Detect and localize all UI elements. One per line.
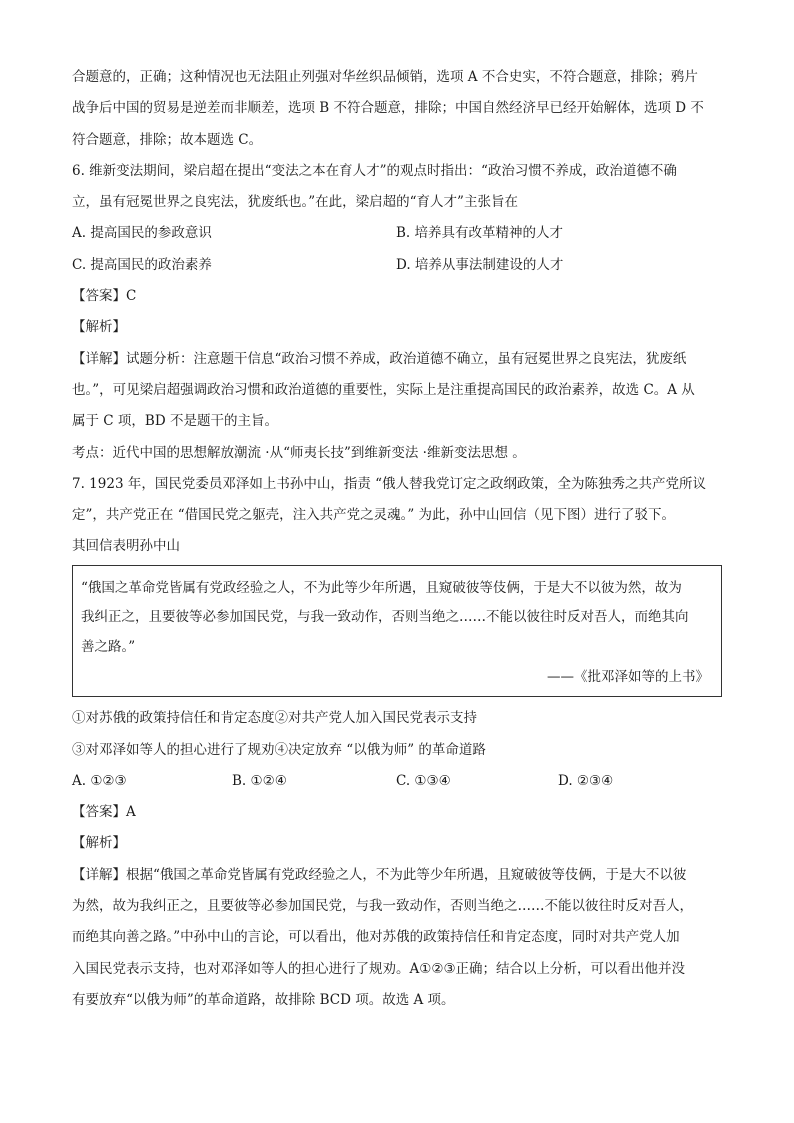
question-7-stem: 其回信表明孙中山 [72,538,180,555]
question-7-stem: 7. 1923 年，国民党委员邓泽如上书孙中山，指责 “俄人替我党订定之政纲政策，全为陈独秀之共产党所议 [72,475,707,492]
quote-line: “俄国之革命党皆属有党政经验之人，不为此等少年所遇，且窥破彼等伎俩，于是大不以彼为然，故为 [81,579,682,596]
answer-label: 【答案】A [72,804,136,821]
quote-source: ——《批邓泽如等的上书》 [547,669,709,686]
option-d: D. ②③④ [558,772,614,789]
detail-text: 入国民党表示支持，也对邓泽如等人的担心进行了规劝。A①②③正确；结合以上分析，可以看出他并没 [72,960,686,977]
detail-text: 有要放弃“以俄为师”的革命道路，故排除 BCD 项。故选 A 项。 [72,991,455,1008]
quote-box [72,565,722,698]
prev-analysis-line: 战争后中国的贸易是逆差而非顺差，选项 B 不符合题意，排除；中国自然经济早已经开始解体，选项 D 不 [72,100,704,117]
prev-analysis-line: 符合题意，排除；故本题选 C。 [72,131,263,148]
detail-text: 【详解】试题分析：注意题干信息“政治习惯不养成，政治道德不确立，虽有冠冕世界之良宪法，犹废纸 [72,350,687,367]
quote-line: 我纠正之，且要彼等必参加国民党，与我一致动作，否则当绝之……不能以彼往时反对吾人，而绝其向 [81,609,689,626]
detail-text: 【详解】根据“俄国之革命党皆属有党政经验之人，不为此等少年所遇，且窥破彼等伎俩，于是大不以彼 [72,866,687,883]
question-6-stem: 立，虽有冠冕世界之良宪法，犹废纸也。”在此，梁启超的“育人才”主张旨在 [72,194,518,211]
statement-items: ①对苏俄的政策持信任和肯定态度②对共产党人加入国民党表示支持 [72,710,477,727]
statement-items: ③对邓泽如等人的担心进行了规劝④决定放弃 “以俄为师” 的革命道路 [72,741,486,758]
quote-line: 善之路。” [81,638,136,655]
analysis-label: 【解析】 [72,319,126,336]
question-7-options-row [72,766,724,797]
option-c: C. 提高国民的政治素养 [72,256,212,273]
option-d: D. 培养从事法制建设的人才 [396,256,564,273]
question-6-options-row [72,250,724,281]
prev-analysis-line: 合题意的，正确；这种情况也无法阻止列强对华丝织品倾销，选项 A 不合史实，不符合题意，排除；鸦片 [72,69,698,85]
detail-text: 也。”，可见梁启超强调政治习惯和政治道德的重要性，实际上是注重提高国民的政治素养，故选 C。A 从 [72,381,695,398]
option-b: B. ①②④ [232,772,287,789]
detail-text: 为然，故为我纠正之，且要彼等必参加国民党，与我一致动作，否则当绝之……不能以彼往时反对吾人， [72,898,693,915]
option-b: B. 培养具有改革精神的人才 [396,225,564,242]
question-6-stem: 6. 维新变法期间，梁启超在提出“变法之本在育人才”的观点时指出：“政治习惯不养成，政治道德不确 [72,162,677,179]
question-6-options-row [72,218,724,249]
option-c: C. ①③④ [396,772,451,789]
answer-label: 【答案】C [72,288,137,305]
analysis-label: 【解析】 [72,835,126,852]
detail-text: 属于 C 项，BD 不是题干的主旨。 [72,413,278,430]
option-a: A. 提高国民的参政意识 [72,225,212,242]
question-7-stem: 定”，共产党正在 “借国民党之躯壳，注入共产党之灵魂。” 为此，孙中山回信（见下图）进行了驳下。 [72,507,676,524]
document-page [72,62,724,1016]
knowledge-point: 考点：近代中国的思想解放潮流 ·从“师夷长技”到维新变法 ·维新变法思想 。 [72,444,526,461]
option-a: A. ①②③ [72,772,127,789]
detail-text: 而绝其向善之路。”中孙中山的言论，可以看出，他对苏俄的政策持信任和肯定态度，同时对共产党人加 [72,929,680,946]
